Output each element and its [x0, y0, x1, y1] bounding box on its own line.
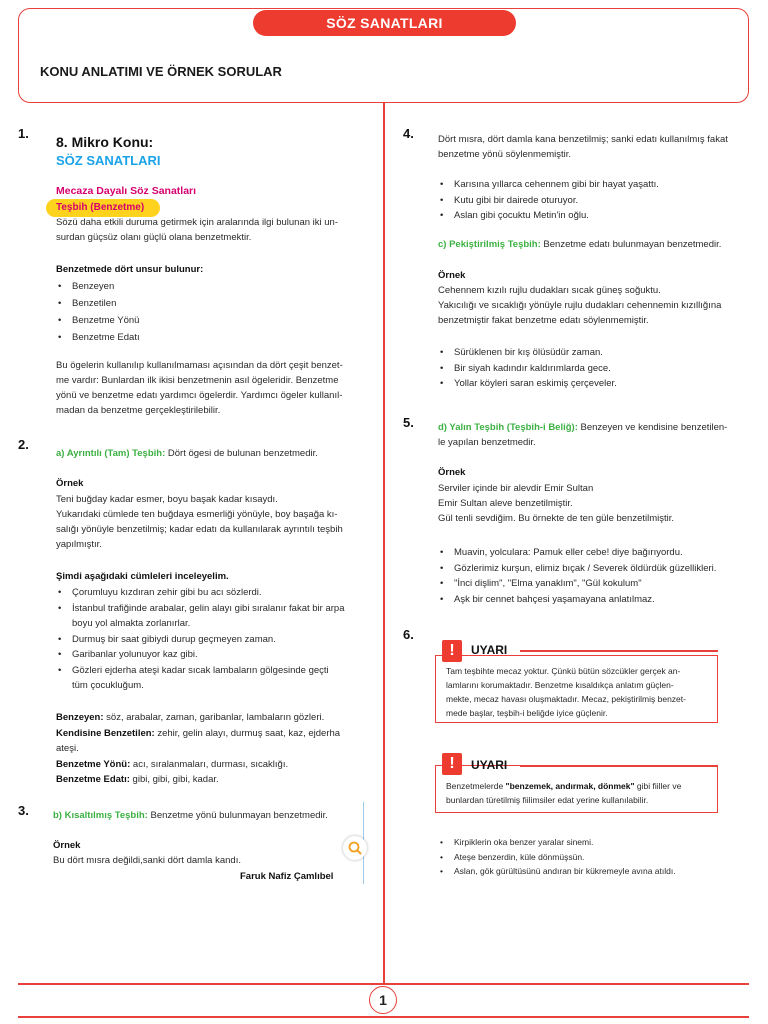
q4-example — [438, 283, 721, 328]
subtopic-title: Teşbih (Benzetme) — [56, 202, 145, 213]
yalin-label: d) Yalın Teşbih (Teşbih-i Beliğ): — [438, 422, 578, 433]
search-icon — [343, 836, 367, 860]
kendisine-label: Kendisine Benzetilen: — [56, 727, 155, 739]
benzeyen-row — [56, 710, 340, 726]
yon-row — [56, 757, 340, 773]
example-line: Serviler içinde bir alevdir Emir Sultan — [438, 483, 594, 494]
warning-text-post: gibi fiiller ve — [634, 781, 682, 791]
definition-paragraph — [56, 215, 338, 245]
warning-icon: ! — [442, 640, 462, 662]
q5-example — [438, 481, 674, 526]
definition-line-1: Sözü daha etkili duruma getirmek için aralarında ilgi bulunan iki un- — [56, 217, 338, 228]
warning-rule — [520, 650, 718, 652]
yalin-def-cont: le yapılan benzetmedir. — [438, 437, 536, 448]
benzeyen-label: Benzeyen: — [56, 712, 104, 723]
kisaltilmis-def: Benzetme yönü bulunmayan benzetmedir. — [147, 810, 328, 821]
author-name: Faruk Nafiz Çamlıbel — [240, 871, 334, 882]
warning-text-pre: Benzetmelerde — [446, 781, 506, 791]
warning-title: UYARI — [471, 758, 508, 772]
pekistirilmis-def: Benzetme edatı bulunmayan benzetmedir. — [540, 239, 722, 250]
example-sentence-list — [56, 585, 345, 694]
list-title: Şimdi aşağıdaki cümleleri inceleyelim. — [56, 571, 229, 582]
example-line: Gül tenli sevdiğim. Bu örnekte de ten güle benzetilmiştir. — [438, 513, 675, 524]
tam-tesbih-def: Dört ögesi de bulunan benzetmedir. — [165, 448, 318, 459]
q4-list-1 — [438, 177, 659, 224]
list-item: • Gözlerimiz kurşun, elimiz bıçak / Severek öldürdük güzellikleri. — [438, 561, 716, 577]
ornek-label: Örnek — [438, 270, 466, 281]
paragraph-line: Bu ögelerin kullanılıp kullanılmaması açısından da dört çeşit benzet- — [56, 360, 343, 371]
list-item: • Muavin, yolculara: Pamuk eller cebe! diye bağırıyordu. — [438, 545, 716, 561]
search-button[interactable] — [343, 836, 367, 860]
yon-value: acı, sıralanmaları, durması, sıcaklığı. — [130, 758, 289, 770]
list-item: • Durmuş bir saat gibiydi durup geçmeyen zaman. — [56, 632, 345, 648]
list-item: • Aslan, gök gürültüsünü andıran bir kükremeyle avına atıldı. — [438, 864, 676, 879]
question-number-3: 3. — [18, 803, 29, 818]
warning-line: bunlardan türetilmiş fiilimsiler edat yerine kullanılabilir. — [446, 795, 649, 805]
question-number-1: 1. — [18, 126, 29, 141]
example-line: benzetmiştir fakat benzetme edatı söylenmemiştir. — [438, 315, 649, 326]
list-item: • Çorumluyu kızdıran zehir gibi bu acı sözlerdi. — [56, 585, 345, 601]
warning-line: mede başlar, teşbih-i beliğde iyice güçlenir. — [446, 708, 608, 718]
list-item-continuation: tüm çocukluğum. — [72, 680, 144, 691]
page-number: 1 — [369, 986, 397, 1014]
list-item: • Kutu gibi bir dairede oturuyor. — [438, 193, 659, 209]
page-title: SÖZ SANATLARI — [253, 10, 516, 36]
question-number-4: 4. — [403, 126, 414, 141]
question-number-2: 2. — [18, 437, 29, 452]
yalin-def: Benzeyen ve kendisine benzetilen- — [577, 422, 728, 433]
list-item: • "İnci dişlim", "Elma yanaklım", "Gül kokulum" — [438, 576, 716, 592]
paragraph-line: yönü ve benzetme edatı yardımcı ögelerdir. Yardımcı ögeler kullanıl- — [56, 390, 343, 401]
pekistirilmis-label: c) Pekiştirilmiş Teşbih: — [438, 239, 541, 250]
section-title: Mecaza Dayalı Söz Sanatları — [56, 185, 197, 197]
types-paragraph — [56, 358, 343, 418]
paragraph-line: Dört mısra, dört damla kana benzetilmiş; sanki edatı kullanılmış fakat — [438, 134, 728, 145]
example-line: Yakıcılığı ve sıcaklığı yönüyle rujlu dudakları cehennemin kızıllığına — [438, 300, 722, 311]
warning-line: mekte, mecaz havası oluşmaktadır. Mecaz, pekiştirilmiş benzet- — [446, 694, 686, 704]
warning-text-1 — [446, 664, 686, 720]
ornek-label: Örnek — [53, 840, 81, 851]
ornek-label: Örnek — [56, 478, 84, 489]
q6-list — [438, 835, 676, 879]
kisaltilmis-definition — [53, 808, 328, 823]
list-item: • Gözleri ejderha ateşi kadar sıcak lambaların gölgesinde geçti — [56, 663, 345, 679]
edat-value: gibi, gibi, gibi, kadar. — [129, 774, 219, 785]
warning-line: Tam teşbihte mecaz yoktur. Çünkü bütün sözcükler gerçek an- — [446, 666, 681, 676]
mikro-konu-label: 8. Mikro Konu: — [56, 134, 154, 150]
edat-row — [56, 772, 340, 788]
edat-label: Benzetme Edatı: — [56, 774, 130, 785]
list-item: • Benzeyen — [56, 278, 140, 295]
warning-text-2 — [446, 779, 681, 807]
list-item: • Ateşe benzerdin, küle dönmüşsün. — [438, 850, 676, 865]
question-number-5: 5. — [403, 415, 414, 430]
list-item: • Benzetme Yönü — [56, 312, 140, 329]
example-line: salığı yönüyle benzetilmiş; kadar edatı da kullanılarak ayrıntılı teşbih — [56, 524, 343, 535]
q5-list — [438, 545, 716, 607]
warning-icon: ! — [442, 753, 462, 775]
page-subtitle: KONU ANLATIMI VE ÖRNEK SORULAR — [40, 64, 282, 79]
analysis-block — [56, 710, 340, 788]
example-paragraph — [56, 492, 343, 552]
example-line: Bu dört mısra değildi,sanki dört damla kandı. — [53, 855, 241, 866]
example-line: yapılmıştır. — [56, 539, 102, 550]
list-item: • Garibanlar yolunuyor kaz gibi. — [56, 647, 345, 663]
question-number-6: 6. — [403, 627, 414, 642]
unsur-title: Benzetmede dört unsur bulunur: — [56, 264, 204, 275]
example-line: Emir Sultan aleve benzetilmiştir. — [438, 498, 573, 509]
footer-rule-bottom — [18, 1016, 749, 1018]
footer-rule — [18, 983, 749, 985]
ornek-label: Örnek — [438, 467, 466, 478]
list-item: • Kirpiklerin oka benzer yaralar sinemi. — [438, 835, 676, 850]
q4-paragraph — [438, 132, 728, 162]
list-item: • Bir siyah kadındır kaldırımlarda gece. — [438, 361, 617, 377]
kendisine-row — [56, 726, 340, 742]
paragraph-line: me vardır: Bunlardan ilk ikisi benzetmenin asıl ögeleridir. Benzetme — [56, 375, 339, 386]
example-line: Teni buğday kadar esmer, boyu başak kadar kısaydı. — [56, 494, 278, 505]
list-item-continuation: boyu yol almakta zorlanırlar. — [72, 618, 191, 629]
q4-list-2 — [438, 345, 617, 392]
list-item: • İstanbul trafiğinde arabalar, gelin alayı gibi sıralanır fakat bir arpa — [56, 601, 345, 617]
paragraph-line: benzetme yönü söylenmemiştir. — [438, 149, 572, 160]
kisaltilmis-label: b) Kısaltılmış Teşbih: — [53, 810, 148, 821]
unsur-list — [56, 278, 140, 346]
tam-tesbih-definition — [56, 446, 318, 461]
list-item: • Aslan gibi çocuktu Metin'in oğlu. — [438, 208, 659, 224]
pekistirilmis-definition — [438, 237, 721, 252]
list-item: • Karısına yıllarca cehennem gibi bir hayat yaşattı. — [438, 177, 659, 193]
paragraph-line: madan da benzetme gerçekleştirilebilir. — [56, 405, 221, 416]
warning-line: lamlarını korumaktadır. Benzetme kısaldıkça anlatım güçlen- — [446, 680, 674, 690]
benzeyen-value: söz, arabalar, zaman, garibanlar, lambaların gözleri. — [103, 712, 325, 723]
warning-title: UYARI — [471, 643, 508, 657]
list-item: • Benzetme Edatı — [56, 329, 140, 346]
yalin-definition — [438, 420, 727, 450]
warning-text-bold: "benzemek, andırmak, dönmek" — [505, 781, 635, 791]
column-divider — [383, 103, 385, 983]
list-item: • Aşk bir cennet bahçesi yaşamayana anlatılmaz. — [438, 592, 716, 608]
example-line: Cehennem kızılı rujlu dudakları sıcak güneş soğuktu. — [438, 285, 661, 296]
yon-label: Benzetme Yönü: — [56, 758, 131, 770]
tam-tesbih-label: a) Ayrıntılı (Tam) Teşbih: — [56, 448, 166, 459]
list-item: • Benzetilen — [56, 295, 140, 312]
kendisine-value-cont: ateşi. — [56, 743, 79, 754]
topic-title: SÖZ SANATLARI — [56, 153, 161, 168]
mikro-konu-heading — [56, 133, 153, 151]
definition-line-2: surdan güçsüz olanı güçlü olana benzetmektir. — [56, 232, 252, 243]
kendisine-value: zehir, gelin alayı, durmuş saat, kaz, ejderha — [154, 727, 341, 739]
list-item: • Sürüklenen bir kış ölüsüdür zaman. — [438, 345, 617, 361]
example-line: Yukarıdaki cümlede ten buğdaya esmerliği yönüyle, boy başağa kı- — [56, 509, 338, 520]
warning-rule — [520, 765, 718, 767]
list-item: • Yollar köyleri saran eskimiş çerçeveler. — [438, 376, 617, 392]
